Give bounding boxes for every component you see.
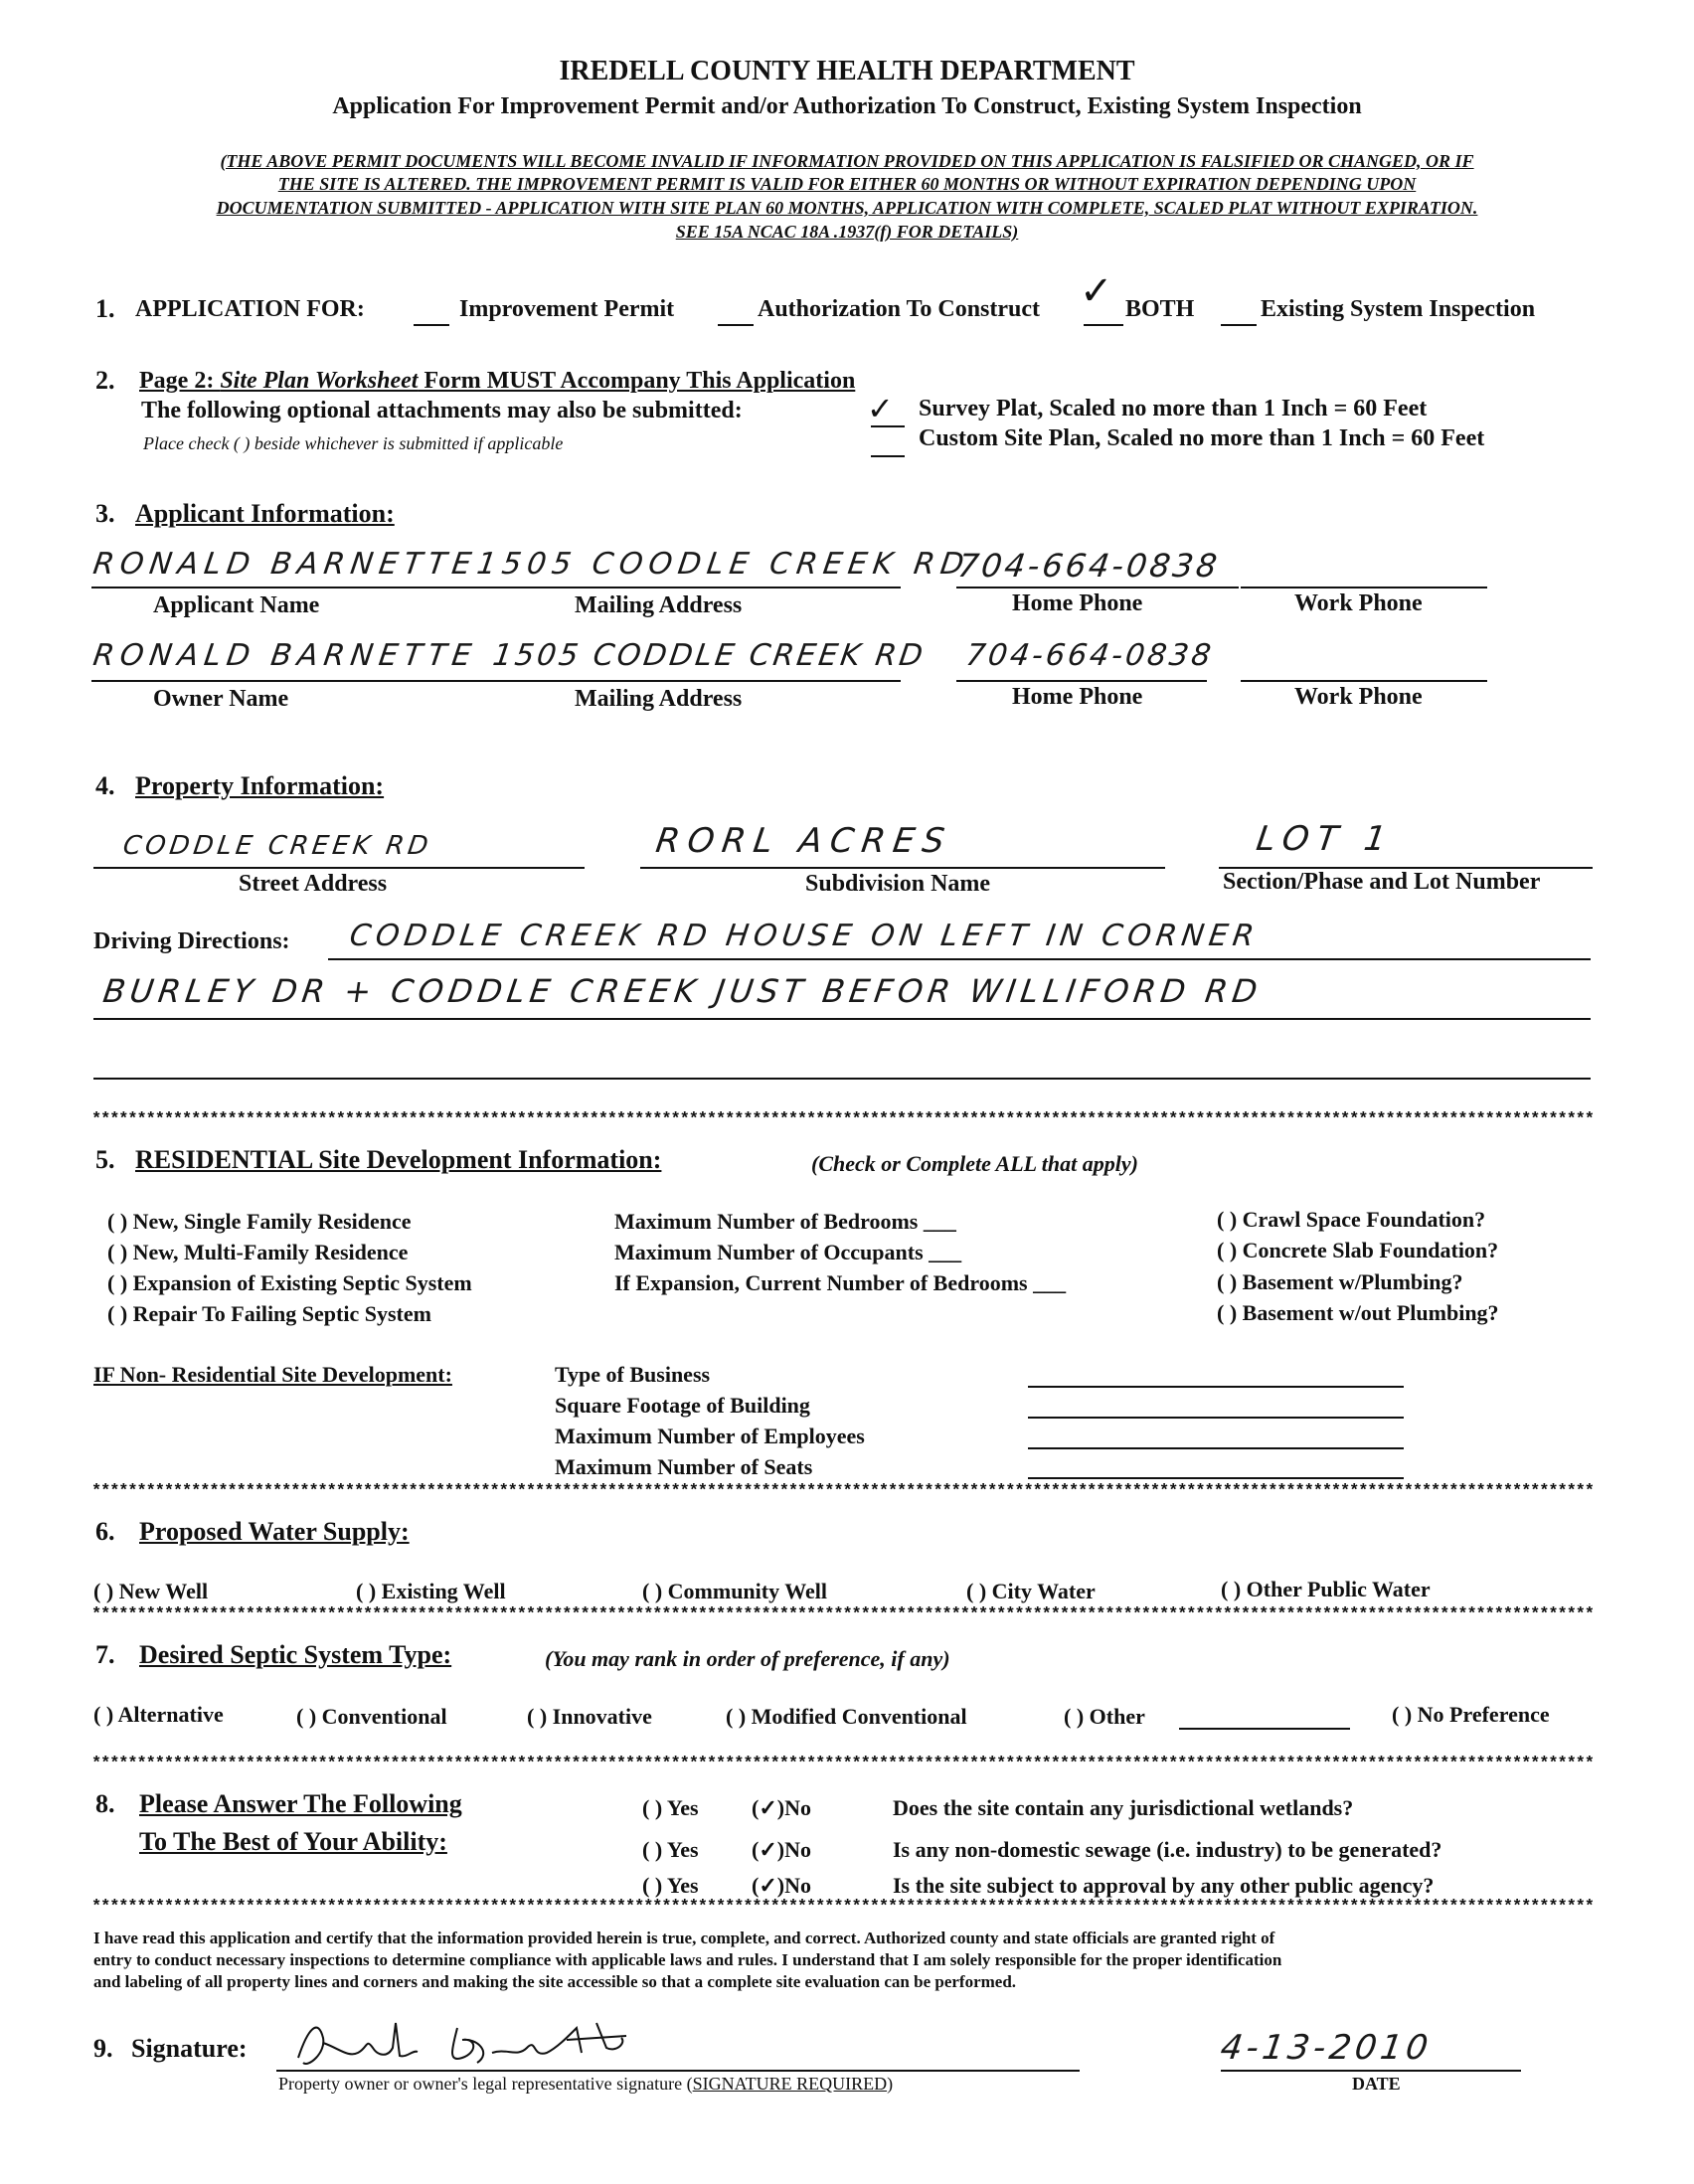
mailing-address-label: Mailing Address [575,686,743,712]
improvement-permit-label: Improvement Permit [459,296,675,322]
separator-stars: ********************************************************************************************************************************************************************** [91,1483,1594,1501]
lot-number-value[interactable]: LOT 1 [1254,819,1397,859]
sewage-yes[interactable]: ( ) Yes [642,1837,699,1862]
section-title: Desired Septic System Type: [139,1640,452,1669]
other-option[interactable]: ( ) Other [1064,1704,1145,1729]
site-plan-requirement [139,368,855,395]
max-seats-label: Maximum Number of Seats [555,1454,813,1479]
home-phone-label: Home Phone [1012,684,1143,710]
directions-extra-line[interactable] [93,1078,1591,1080]
owner-address-value[interactable]: 1505 CODDLE CREEK RD [490,638,929,673]
expansion-option[interactable]: ( ) Expansion of Existing Septic System [107,1270,472,1295]
section-title: Proposed Water Supply: [139,1517,410,1546]
section-number: 1. [95,294,115,323]
max-occupants-field[interactable]: Maximum Number of Occupants ___ [614,1240,962,1264]
other-septic-field[interactable] [1179,1728,1350,1730]
signature-caption [278,2074,893,2095]
applicant-underline [91,587,901,588]
both-label: BOTH [1125,296,1195,322]
square-footage-label: Square Footage of Building [555,1393,810,1418]
max-employees-label: Maximum Number of Employees [555,1424,865,1448]
basement-plumbing-option[interactable]: ( ) Basement w/Plumbing? [1217,1269,1463,1294]
home-phone-label: Home Phone [1012,590,1143,616]
existing-inspection-label: Existing System Inspection [1261,296,1536,322]
wetlands-no[interactable]: (✓)No [752,1795,811,1820]
work-phone-label: Work Phone [1294,684,1423,710]
survey-plat-label: Survey Plat, Scaled no more than 1 Inch = 60 Feet [919,396,1428,421]
mailing-address-label: Mailing Address [575,592,743,618]
section-number: 3. [95,499,115,528]
agency-yes[interactable]: ( ) Yes [642,1873,699,1898]
notice-line: DOCUMENTATION SUBMITTED - APPLICATION WITH SITE PLAN 60 MONTHS, APPLICATION WITH COMPLETE, SCALED PLAT WITHOUT EXPIRATION. [216,198,1478,218]
max-bedrooms-field[interactable]: Maximum Number of Bedrooms ___ [614,1209,956,1234]
custom-site-plan-checkbox[interactable] [871,455,905,457]
applicant-name-label: Applicant Name [153,592,320,618]
concrete-slab-option[interactable]: ( ) Concrete Slab Foundation? [1217,1238,1499,1262]
signature-required: SIGNATURE REQUIRED [692,2074,888,2094]
owner-phone-underline [956,680,1207,682]
repair-option[interactable]: ( ) Repair To Failing Septic System [107,1301,431,1326]
community-well-option[interactable]: ( ) Community Well [642,1579,827,1603]
single-family-option[interactable]: ( ) New, Single Family Residence [107,1209,412,1234]
wetlands-question: Does the site contain any jurisdictional wetlands? [893,1795,1354,1820]
notice-line: THE SITE IS ALTERED. THE IMPROVEMENT PERMIT IS VALID FOR EITHER 60 MONTHS OR WITHOUT EXPIRATION DEPENDING UPON [277,174,1417,194]
directions-line-2[interactable]: BURLEY DR + CODDLE CREEK JUST BEFOR WILLIFORD RD [100,972,1266,1010]
directions-underline [328,958,1591,960]
section-title: Property Information: [135,771,385,800]
applicant-phone-value[interactable]: 704-664-0838 [955,547,1223,585]
innovative-option[interactable]: ( ) Innovative [527,1704,652,1729]
both-checkbox[interactable] [1084,324,1123,326]
certification-line: and labeling of all property lines and corners and making the site accessible so that a complete site evaluation can be performed. [93,1972,1017,1991]
signature-field[interactable] [276,2070,1080,2072]
separator-stars: ********************************************************************************************************************************************************************** [91,1606,1594,1624]
work-phone-label: Work Phone [1294,590,1423,616]
new-well-option[interactable]: ( ) New Well [93,1579,209,1603]
signature-label [131,2034,248,2064]
signature-label-text: Signature: [131,2034,248,2063]
wetlands-yes[interactable]: ( ) Yes [642,1795,699,1820]
notice-line: (THE ABOVE PERMIT DOCUMENTS WILL BECOME INVALID IF INFORMATION PROVIDED ON THIS APPLICATION IS FALSIFIED OR CHANGED, OR IF [220,151,1474,171]
subdivision-value[interactable]: RORL ACRES [653,821,955,861]
agency-question: Is the site subject to approval by any other public agency? [893,1873,1435,1898]
non-residential-label: IF Non- Residential Site Development: [93,1362,452,1387]
applicant-name-value[interactable]: RONALD BARNETTE [90,547,480,582]
crawl-space-option[interactable]: ( ) Crawl Space Foundation? [1217,1207,1486,1232]
owner-work-phone-field[interactable] [1241,680,1487,682]
street-address-label: Street Address [239,871,388,897]
applicant-address-value[interactable]: 1505 COODLE CREEK RD [474,547,972,582]
section-title: Applicant Information: [135,499,395,528]
authorization-checkbox[interactable] [718,324,754,326]
existing-inspection-checkbox[interactable] [1221,324,1257,326]
notice-line: SEE 15A NCAC 18A .1937(f) FOR DETAILS) [675,222,1019,242]
max-employees-field[interactable] [1028,1447,1404,1449]
worksheet-name: Site Plan Worksheet [220,368,419,394]
date-value[interactable]: 4-13-2010 [1218,2028,1435,2068]
page-ref: Page 2: [139,368,221,394]
checkmark-icon: ✓ [867,390,894,427]
applicant-phone-underline [956,587,1239,588]
section-title: Please Answer The Following [139,1789,462,1818]
form-title: IREDELL COUNTY HEALTH DEPARTMENT [559,56,1135,86]
requirement-text: Form MUST Accompany This Application [418,368,856,394]
section-number: 7. [95,1640,115,1669]
applicant-work-phone-field[interactable] [1241,587,1487,588]
separator-stars: ********************************************************************************************************************************************************************** [91,1756,1594,1773]
subdivision-label: Subdivision Name [805,871,991,897]
application-for-label: APPLICATION FOR: [135,296,365,322]
signature-caption-end: ) [887,2074,894,2094]
section-number: 8. [95,1789,115,1818]
max-seats-field[interactable] [1028,1477,1404,1479]
city-water-option[interactable]: ( ) City Water [966,1579,1096,1603]
signature-image [278,2008,656,2078]
section-note: (Check or Complete ALL that apply) [811,1151,1138,1176]
section-note: (You may rank in order of preference, if any) [545,1646,950,1671]
sewage-question: Is any non-domestic sewage (i.e. industry) to be generated? [893,1837,1442,1862]
other-public-water-option[interactable]: ( ) Other Public Water [1221,1577,1431,1601]
checkmark-icon: ✓ [1080,268,1113,314]
agency-no[interactable]: (✓)No [752,1873,811,1898]
multi-family-option[interactable]: ( ) New, Multi-Family Residence [107,1240,409,1264]
separator-stars: ********************************************************************************************************************************************************************** [91,1899,1594,1917]
owner-underline [91,680,901,682]
signature-caption-text: Property owner or owner's legal representative signature ( [278,2074,693,2094]
conventional-option[interactable]: ( ) Conventional [296,1704,447,1729]
square-footage-field[interactable] [1028,1417,1404,1419]
basement-no-plumbing-option[interactable]: ( ) Basement w/out Plumbing? [1217,1300,1499,1325]
street-address-value[interactable]: CODDLE CREEK RD [120,831,434,861]
check-instruction: Place check ( ) beside whichever is submitted if applicable [143,433,564,453]
type-of-business-field[interactable] [1028,1386,1404,1388]
certification-line: I have read this application and certify that the information provided herein is true, complete, and correct. Authorized county and state officials are granted right of [93,1929,1275,1947]
lot-number-label: Section/Phase and Lot Number [1223,869,1541,895]
improvement-permit-checkbox[interactable] [414,324,449,326]
owner-name-label: Owner Name [153,686,289,712]
section-number: 4. [95,771,115,800]
section-number: 9. [93,2034,113,2063]
street-underline [93,867,585,869]
section-title: RESIDENTIAL Site Development Information: [135,1145,662,1174]
modified-conventional-option[interactable]: ( ) Modified Conventional [726,1704,967,1729]
directions-underline [93,1018,1591,1020]
directions-line-1[interactable]: CODDLE CREEK RD HOUSE ON LEFT IN CORNER [347,919,1262,953]
section-number: 2. [95,366,115,395]
authorization-label: Authorization To Construct [758,296,1041,322]
subdivision-underline [640,867,1165,869]
date-field [1221,2070,1521,2072]
current-bedrooms-field[interactable]: If Expansion, Current Number of Bedrooms ___ [614,1270,1067,1295]
separator-stars: ********************************************************************************************************************************************************************** [91,1111,1594,1129]
no-preference-option[interactable]: ( ) No Preference [1392,1702,1550,1727]
existing-well-option[interactable]: ( ) Existing Well [356,1579,506,1603]
date-label: DATE [1352,2074,1401,2094]
section-number: 5. [95,1145,115,1174]
section-number: 6. [95,1517,115,1546]
custom-site-plan-label: Custom Site Plan, Scaled no more than 1 Inch = 60 Feet [919,425,1485,451]
type-of-business-label: Type of Business [555,1362,711,1387]
owner-phone-value[interactable]: 704-664-0838 [963,638,1216,673]
driving-directions-label: Driving Directions: [93,928,290,954]
form-subtitle: Application For Improvement Permit and/or Authorization To Construct, Existing System Inspection [332,93,1362,119]
section-title: To The Best of Your Ability: [139,1827,447,1856]
sewage-no[interactable]: (✓)No [752,1837,811,1862]
owner-name-value[interactable]: RONALD BARNETTE [90,638,480,673]
alternative-option[interactable]: ( ) Alternative [93,1702,224,1727]
certification-line: entry to conduct necessary inspections to determine compliance with applicable laws and rules. I understand that I am solely responsible for the proper identification [93,1950,1282,1969]
optional-attachments-label: The following optional attachments may also be submitted: [141,398,743,423]
